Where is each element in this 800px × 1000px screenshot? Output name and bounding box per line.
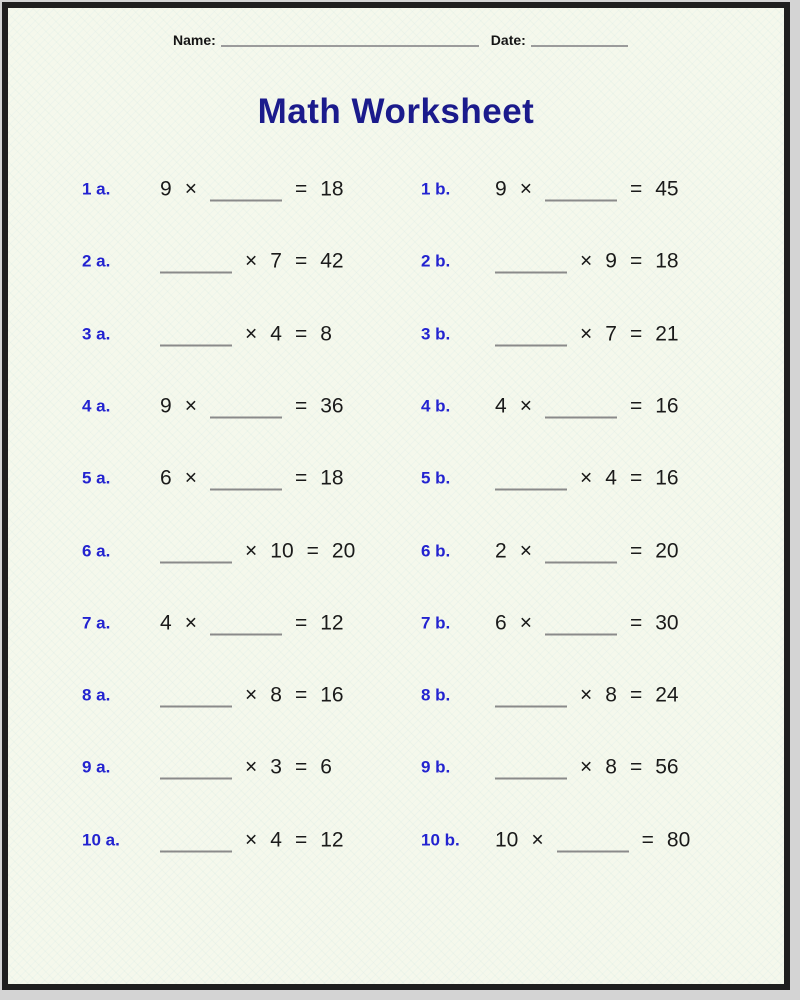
equals-sign: = [294, 683, 308, 707]
problem-expression [160, 324, 332, 345]
problem-label: 7 b. [421, 613, 451, 633]
equals-sign: = [294, 249, 308, 273]
multiply-sign: × [580, 755, 593, 779]
multiply-sign: × [519, 611, 532, 635]
worksheet-title: Math Worksheet [257, 92, 535, 131]
problem-expression [160, 251, 344, 272]
problem-expression [495, 541, 679, 562]
multiply-sign: × [519, 394, 532, 418]
problem-expression [160, 541, 355, 562]
equals-sign: = [641, 828, 654, 852]
number-token: 42 [320, 249, 344, 273]
number-token: 56 [655, 755, 679, 779]
multiply-sign: × [245, 828, 258, 852]
number-token: 7 [270, 249, 282, 273]
answer-blank-line[interactable] [160, 345, 232, 347]
answer-blank-line[interactable] [557, 851, 629, 853]
multiply-sign: × [580, 466, 593, 490]
multiply-sign: × [519, 539, 532, 563]
problem-expression [160, 685, 344, 706]
problem-row [8, 659, 784, 731]
name-label: Name: [173, 32, 216, 48]
answer-blank-line[interactable] [495, 778, 567, 780]
problem-row [8, 225, 784, 297]
problem-label: 5 b. [421, 468, 451, 488]
multiply-sign: × [184, 466, 197, 490]
problem-label: 9 a. [82, 757, 111, 777]
date-label: Date: [490, 32, 526, 48]
problem-row [8, 804, 784, 876]
number-token: 9 [160, 177, 172, 201]
equals-sign: = [294, 466, 308, 490]
answer-blank-line[interactable] [160, 778, 232, 780]
number-token: 4 [495, 394, 507, 418]
number-token: 4 [270, 828, 282, 852]
answer-blank-line[interactable] [210, 489, 282, 491]
number-token: 45 [655, 177, 679, 201]
number-token: 24 [655, 683, 679, 707]
number-token: 2 [495, 539, 507, 563]
problem-expression [160, 179, 344, 200]
multiply-sign: × [245, 683, 258, 707]
equals-sign: = [629, 394, 643, 418]
equals-sign: = [294, 322, 308, 346]
number-token: 4 [605, 466, 617, 490]
equals-sign: = [629, 177, 643, 201]
number-token: 8 [320, 322, 332, 346]
number-token: 7 [605, 322, 617, 346]
answer-blank-line[interactable] [160, 851, 232, 853]
problem-row [8, 731, 784, 803]
multiply-sign: × [184, 394, 197, 418]
number-token: 4 [160, 611, 172, 635]
problem-label: 10 a. [82, 830, 120, 850]
problem-label: 5 a. [82, 468, 111, 488]
number-token: 12 [320, 611, 344, 635]
name-fill-in-line[interactable] [221, 32, 479, 47]
answer-blank-line[interactable] [210, 417, 282, 419]
number-token: 3 [270, 755, 282, 779]
problem-label: 3 a. [82, 324, 111, 344]
number-token: 8 [605, 683, 617, 707]
answer-blank-line[interactable] [545, 417, 617, 419]
problem-label: 1 a. [82, 179, 111, 199]
multiply-sign: × [184, 177, 197, 201]
answer-blank-line[interactable] [160, 706, 232, 708]
problem-expression [495, 179, 679, 200]
number-token: 20 [331, 539, 356, 563]
problem-expression [160, 613, 344, 634]
equals-sign: = [629, 611, 643, 635]
answer-blank-line[interactable] [545, 200, 617, 202]
problem-expression [495, 830, 690, 851]
number-token: 6 [320, 755, 332, 779]
name-date-header [173, 32, 628, 47]
problem-row [8, 153, 784, 225]
number-token: 12 [320, 828, 344, 852]
equals-sign: = [294, 394, 308, 418]
number-token: 21 [655, 322, 679, 346]
multiply-sign: × [580, 683, 593, 707]
number-token: 16 [655, 466, 679, 490]
multiply-sign: × [245, 755, 258, 779]
problem-label: 8 b. [421, 685, 451, 705]
problem-label: 3 b. [421, 324, 451, 344]
number-token: 6 [160, 466, 172, 490]
problem-expression [160, 396, 344, 417]
problem-label: 2 a. [82, 251, 111, 271]
equals-sign: = [629, 466, 643, 490]
answer-blank-line[interactable] [160, 562, 232, 564]
number-token: 9 [605, 249, 617, 273]
number-token: 20 [655, 539, 679, 563]
date-fill-in-line[interactable] [531, 32, 628, 47]
worksheet-page [2, 2, 790, 990]
multiply-sign: × [245, 249, 258, 273]
multiply-sign: × [580, 322, 593, 346]
number-token: 6 [495, 611, 507, 635]
equals-sign: = [629, 249, 643, 273]
problem-label: 2 b. [421, 251, 451, 271]
problem-expression [160, 757, 332, 778]
number-token: 18 [655, 249, 679, 273]
problem-label: 1 b. [421, 179, 451, 199]
problem-row [8, 587, 784, 659]
answer-blank-line[interactable] [495, 272, 567, 274]
equals-sign: = [294, 755, 308, 779]
multiply-sign: × [245, 322, 258, 346]
problem-expression [160, 830, 344, 851]
problem-row [8, 442, 784, 514]
problem-expression [495, 685, 679, 706]
problem-row [8, 370, 784, 442]
problem-label: 6 a. [82, 541, 111, 561]
number-token: 9 [495, 177, 507, 201]
number-token: 8 [270, 683, 282, 707]
problem-label: 7 a. [82, 613, 111, 633]
answer-blank-line[interactable] [545, 634, 617, 636]
problem-expression [495, 396, 679, 417]
equals-sign: = [629, 683, 643, 707]
problem-expression [495, 324, 679, 345]
problem-expression [160, 468, 344, 489]
answer-blank-line[interactable] [210, 634, 282, 636]
problem-label: 10 b. [421, 830, 460, 850]
number-token: 30 [655, 611, 679, 635]
number-token: 16 [655, 394, 679, 418]
equals-sign: = [629, 755, 643, 779]
equals-sign: = [629, 539, 643, 563]
problem-expression [495, 757, 679, 778]
problem-row [8, 515, 784, 587]
multiply-sign: × [519, 177, 532, 201]
answer-blank-line[interactable] [495, 706, 567, 708]
answer-blank-line[interactable] [495, 489, 567, 491]
equals-sign: = [294, 828, 308, 852]
problem-expression [495, 613, 679, 634]
answer-blank-line[interactable] [160, 272, 232, 274]
problem-expression [495, 251, 679, 272]
multiply-sign: × [531, 828, 544, 852]
number-token: 10 [495, 828, 519, 852]
problem-expression [495, 468, 679, 489]
problem-row [8, 298, 784, 370]
number-token: 18 [320, 177, 344, 201]
number-token: 16 [320, 683, 344, 707]
answer-blank-line[interactable] [545, 562, 617, 564]
number-token: 9 [160, 394, 172, 418]
multiply-sign: × [184, 611, 197, 635]
problem-label: 4 b. [421, 396, 451, 416]
number-token: 36 [320, 394, 344, 418]
number-token: 8 [605, 755, 617, 779]
equals-sign: = [306, 539, 319, 563]
equals-sign: = [294, 177, 308, 201]
number-token: 10 [270, 539, 294, 563]
answer-blank-line[interactable] [210, 200, 282, 202]
multiply-sign: × [245, 539, 258, 563]
equals-sign: = [629, 322, 643, 346]
problem-label: 6 b. [421, 541, 451, 561]
number-token: 80 [666, 828, 691, 852]
number-token: 18 [320, 466, 344, 490]
number-token: 4 [270, 322, 282, 346]
answer-blank-line[interactable] [495, 345, 567, 347]
problem-label: 8 a. [82, 685, 111, 705]
multiply-sign: × [580, 249, 593, 273]
equals-sign: = [294, 611, 308, 635]
problem-label: 9 b. [421, 757, 451, 777]
problem-label: 4 a. [82, 396, 111, 416]
